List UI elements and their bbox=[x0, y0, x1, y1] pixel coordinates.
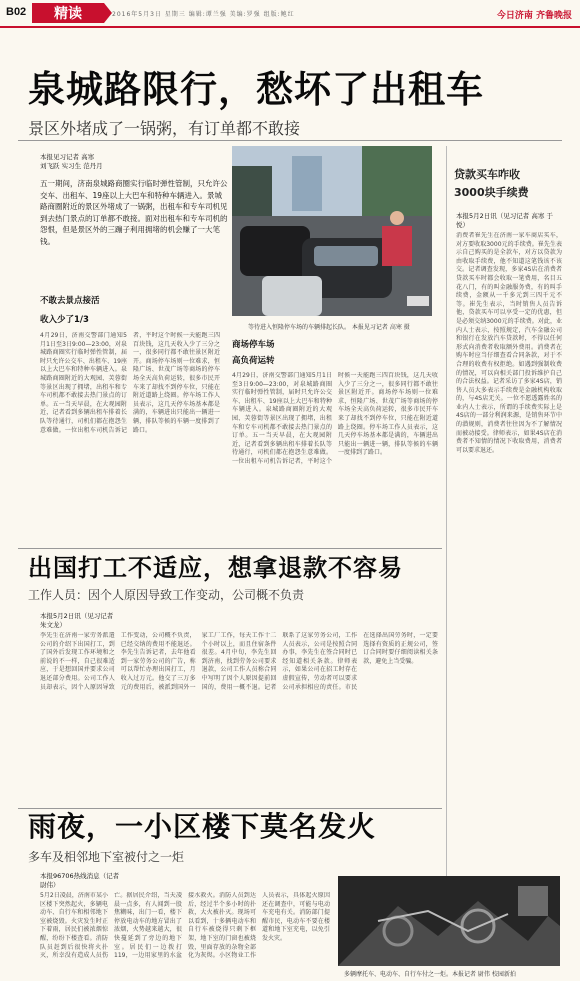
story1-subheadline: 景区外堵成了一锅粥，有订单都不敢接 bbox=[28, 119, 301, 138]
story3-headline: 雨夜，一小区楼下莫名发火 bbox=[28, 810, 377, 843]
story3-photo-caption: 多辆摩托车、电动车、自行车付之一炬。本报记者 尉伟 校园新拍 bbox=[344, 971, 516, 978]
story1-subhead-4: 高负荷运转 bbox=[232, 356, 275, 366]
issue-meta: 2016年5月3日 星期三 编辑:谭兰强 美编:罗强 组版:鲍红 bbox=[112, 11, 295, 18]
sidebar-headline-line-1: 贷款买车咋收 bbox=[454, 168, 520, 181]
story1-body-left: 4月29日，济南交警部门通知5月1日至3日9:00—23:00，对泉城路商圈实行临时弹性管制，届时只允许公交车、出租车、19座以上大巴车和特种车辆进入。泉城路商圈附近的大观园、芙蓉街等景区出现了拥堵，出租车和专车司机都不敢接去热门景点的订单。五一当天早晨，在大观园附近，记者看到多辆出租车排着长队等待通行，司机们都在抱怨生意难做。一位出租车司机告诉记者，平时这个时候一天能跑三四百块钱，这几天收入少了三分之一，很多同行都不敢往景区附近开。商场停车场则一位难求，恒隆广场、世茂广场等商场的停车场全天高负荷运转，很多市民开车来了却找不到停车位，只能在附近道路上绕圈。停车场工作人员表示，这几天停车场基本都是满的，车辆进出只能出一辆进一辆，排队等候的车辆一度排到了路口。 bbox=[40, 332, 220, 434]
sidebar-headline bbox=[454, 166, 529, 202]
sidebar-byline: 本报5月2日讯（见习记者 高寒 于悦） bbox=[456, 212, 553, 229]
divider bbox=[18, 548, 442, 549]
story3-body: 5月2日凌晨，济南市某小区楼下突然起火，多辆电动车、自行车和相邻地下室被烧毁。火灾发生时正下着雨，居民们被浓烟惊醒，纷纷下楼查看。消防队员赶到后很快将火扑灭，所幸没有造成人员伤亡。据居民介绍，当天凌晨一点多，有人闻到一股焦糊味，出门一看，楼下停放电动车的地方冒出了浓烟，火势越来越大，很快蔓延到了旁边的地下室。居民们一边拨打119，一边用家里的水盆接水救火。消防人员到达后，经过半个多小时的扑救，大火被扑灭。现场可以看到，十多辆电动车和自行车被烧得只剩下框架，地下室的门窗也被烧毁，里面存放的杂物全部化为灰烬。小区物业工作人员表示，具体起火原因还在调查中，可能与电动车充电有关。消防部门提醒市民，电动车不要在楼道和地下室充电，以免引发火灾。 bbox=[40, 892, 330, 960]
story1-lead: 五一期间，济南泉城路商圈实行临时弹性管制，只允许公交车、出租车、19座以上大巴车和特种车辆进入。景城路商圈附近的景区外堵成了一锅粥，出租车和专车司机见到去热门景点的订单都不敢接。面对出租车和专车司机的怨恨，但是景区外的三蹦子利用拥堵的机会赚了一大笔钱。 bbox=[40, 179, 228, 246]
sidebar-divider bbox=[446, 146, 447, 891]
story2-byline: 本报5月2日讯（见习记者 朱文龙） bbox=[40, 612, 114, 629]
story1-subhead-2: 收入少了1/3 bbox=[40, 315, 89, 325]
sidebar-body: 消费者崔先生在济南一家车商店买车，对方要收取3000元的手续费。崔先生表示自己购买的是全款车，对方以贷款为由收取手续费，他不知道这笔钱该不该交。记者调查发现，多家4S店在消费者贷款买车时都会收取一笔费用，名目五花八门，有的叫金融服务费，有的叫手续费，金额从一千多元到三四千元不等。崔先生表示，当时销售人员告诉他，贷款买车可以享受一定的优惠，但是必须交纳3000元的手续费。对此，业内人士表示，按照规定，汽车金融公司和银行在发放汽车贷款时，不得以任何形式向消费者收取额外费用。消费者在购车时应当仔细查看合同条款，对于不合理的收费有权拒绝。如遇到强制收费的情况，可以向相关部门投诉维护自己的合法权益。记者采访了多家4S店，销售人员大多表示手续费是金融机构收取的，与4S店无关。一位不愿透露姓名的业内人士表示，所谓的手续费实际上是4S店的一部分利润来源，是销售环节中的潜规则，消费者往往因为不了解情况而被动接受。律师表示，如果4S店在消费者不知情的情况下收取费用，消费者可以要求退还。 bbox=[456, 232, 562, 454]
story1-subhead-1: 不敢去景点接活 bbox=[40, 296, 100, 306]
story2-body: 李先生在济南一家劳务派遣公司的介绍下出国打工，到了国外后发现工作环境和之前说的不一样，自己很难适应，于是想回国并要求公司退还部分费用。公司工作人员却表示，因个人原因导致工作变动，公司概不负责，已经交纳的费用不能退还。李先生告诉记者，去年他看到一家劳务公司的广告，称可以帮忙办理出国打工，月收入过万元。他交了三万多元的费用后，被派到国外一家工厂工作，每天工作十二个小时以上，而且住宿条件很差。4月中旬，李先生回到济南，找到劳务公司要求退款，公司工作人员称合同中写明了因个人原因提前回国的，费用一概不退。记者联系了这家劳务公司，工作人员表示，公司是按照合同办事，李先生在签合同时已经知道相关条款。律师表示，如果公司在招工时存在虚假宣传，劳动者可以要求公司承担相应的责任。市民在选择出国劳务时，一定要选择有资质的正规公司，签订合同时要仔细阅读相关条款，避免上当受骗。 bbox=[40, 632, 438, 691]
story2-subheadline: 工作人员：因个人原因导致工作变动，公司概不负责 bbox=[28, 588, 305, 602]
story1-photo bbox=[232, 146, 432, 316]
page-number: B02 bbox=[6, 6, 27, 18]
story1-photo-caption: 等待进入恒隆停车场的车辆排起长队。 本报见习记者 高寒 摄 bbox=[248, 324, 410, 331]
newspaper-brand: 今日济南 齐鲁晚报 bbox=[496, 11, 572, 21]
story3-subheadline: 多车及相邻地下室被付之一炬 bbox=[28, 850, 185, 864]
story1-byline: 本报见习记者 高寒 刘飞跃 实习生 范丹月 bbox=[40, 153, 103, 170]
story1-subhead-3: 商场停车场 bbox=[232, 340, 275, 350]
story3-byline: 本报96706热线消息（记者 尉伟） bbox=[40, 872, 120, 889]
story1-body-right: 4月29日，济南交警部门通知5月1日至3日9:00—23:00，对泉城路商圈实行临时弹性管制，届时只允许公交车、出租车、19座以上大巴车和特种车辆进入。泉城路商圈附近的大观园、芙蓉街等景区出现了拥堵，出租车和专车司机都不敢接去热门景点的订单。五一当天早晨，在大观园附近，记者看到多辆出租车排着长队等待通行，司机们都在抱怨生意难做。一位出租车司机告诉记者，平时这个时候一天能跑三四百块钱，这几天收入少了三分之一，很多同行都不敢往景区附近开。商场停车场则一位难求，恒隆广场、世茂广场等商场的停车场全天高负荷运转，很多市民开车来了却找不到停车位，只能在附近道路上绕圈。停车场工作人员表示，这几天停车场基本都是满的，车辆进出只能出一辆进一辆，排队等候的车辆一度排到了路口。 bbox=[232, 372, 438, 465]
section-arrow-icon bbox=[104, 3, 112, 23]
story2-headline: 出国打工不适应，想拿退款不容易 bbox=[28, 554, 403, 582]
divider bbox=[18, 140, 562, 141]
story3-photo bbox=[338, 876, 560, 966]
story1-headline: 泉城路限行，愁坏了出租车 bbox=[28, 68, 484, 111]
section-tag: 精读 bbox=[32, 3, 104, 23]
sidebar-headline-line-2: 3000块手续费 bbox=[454, 186, 529, 199]
